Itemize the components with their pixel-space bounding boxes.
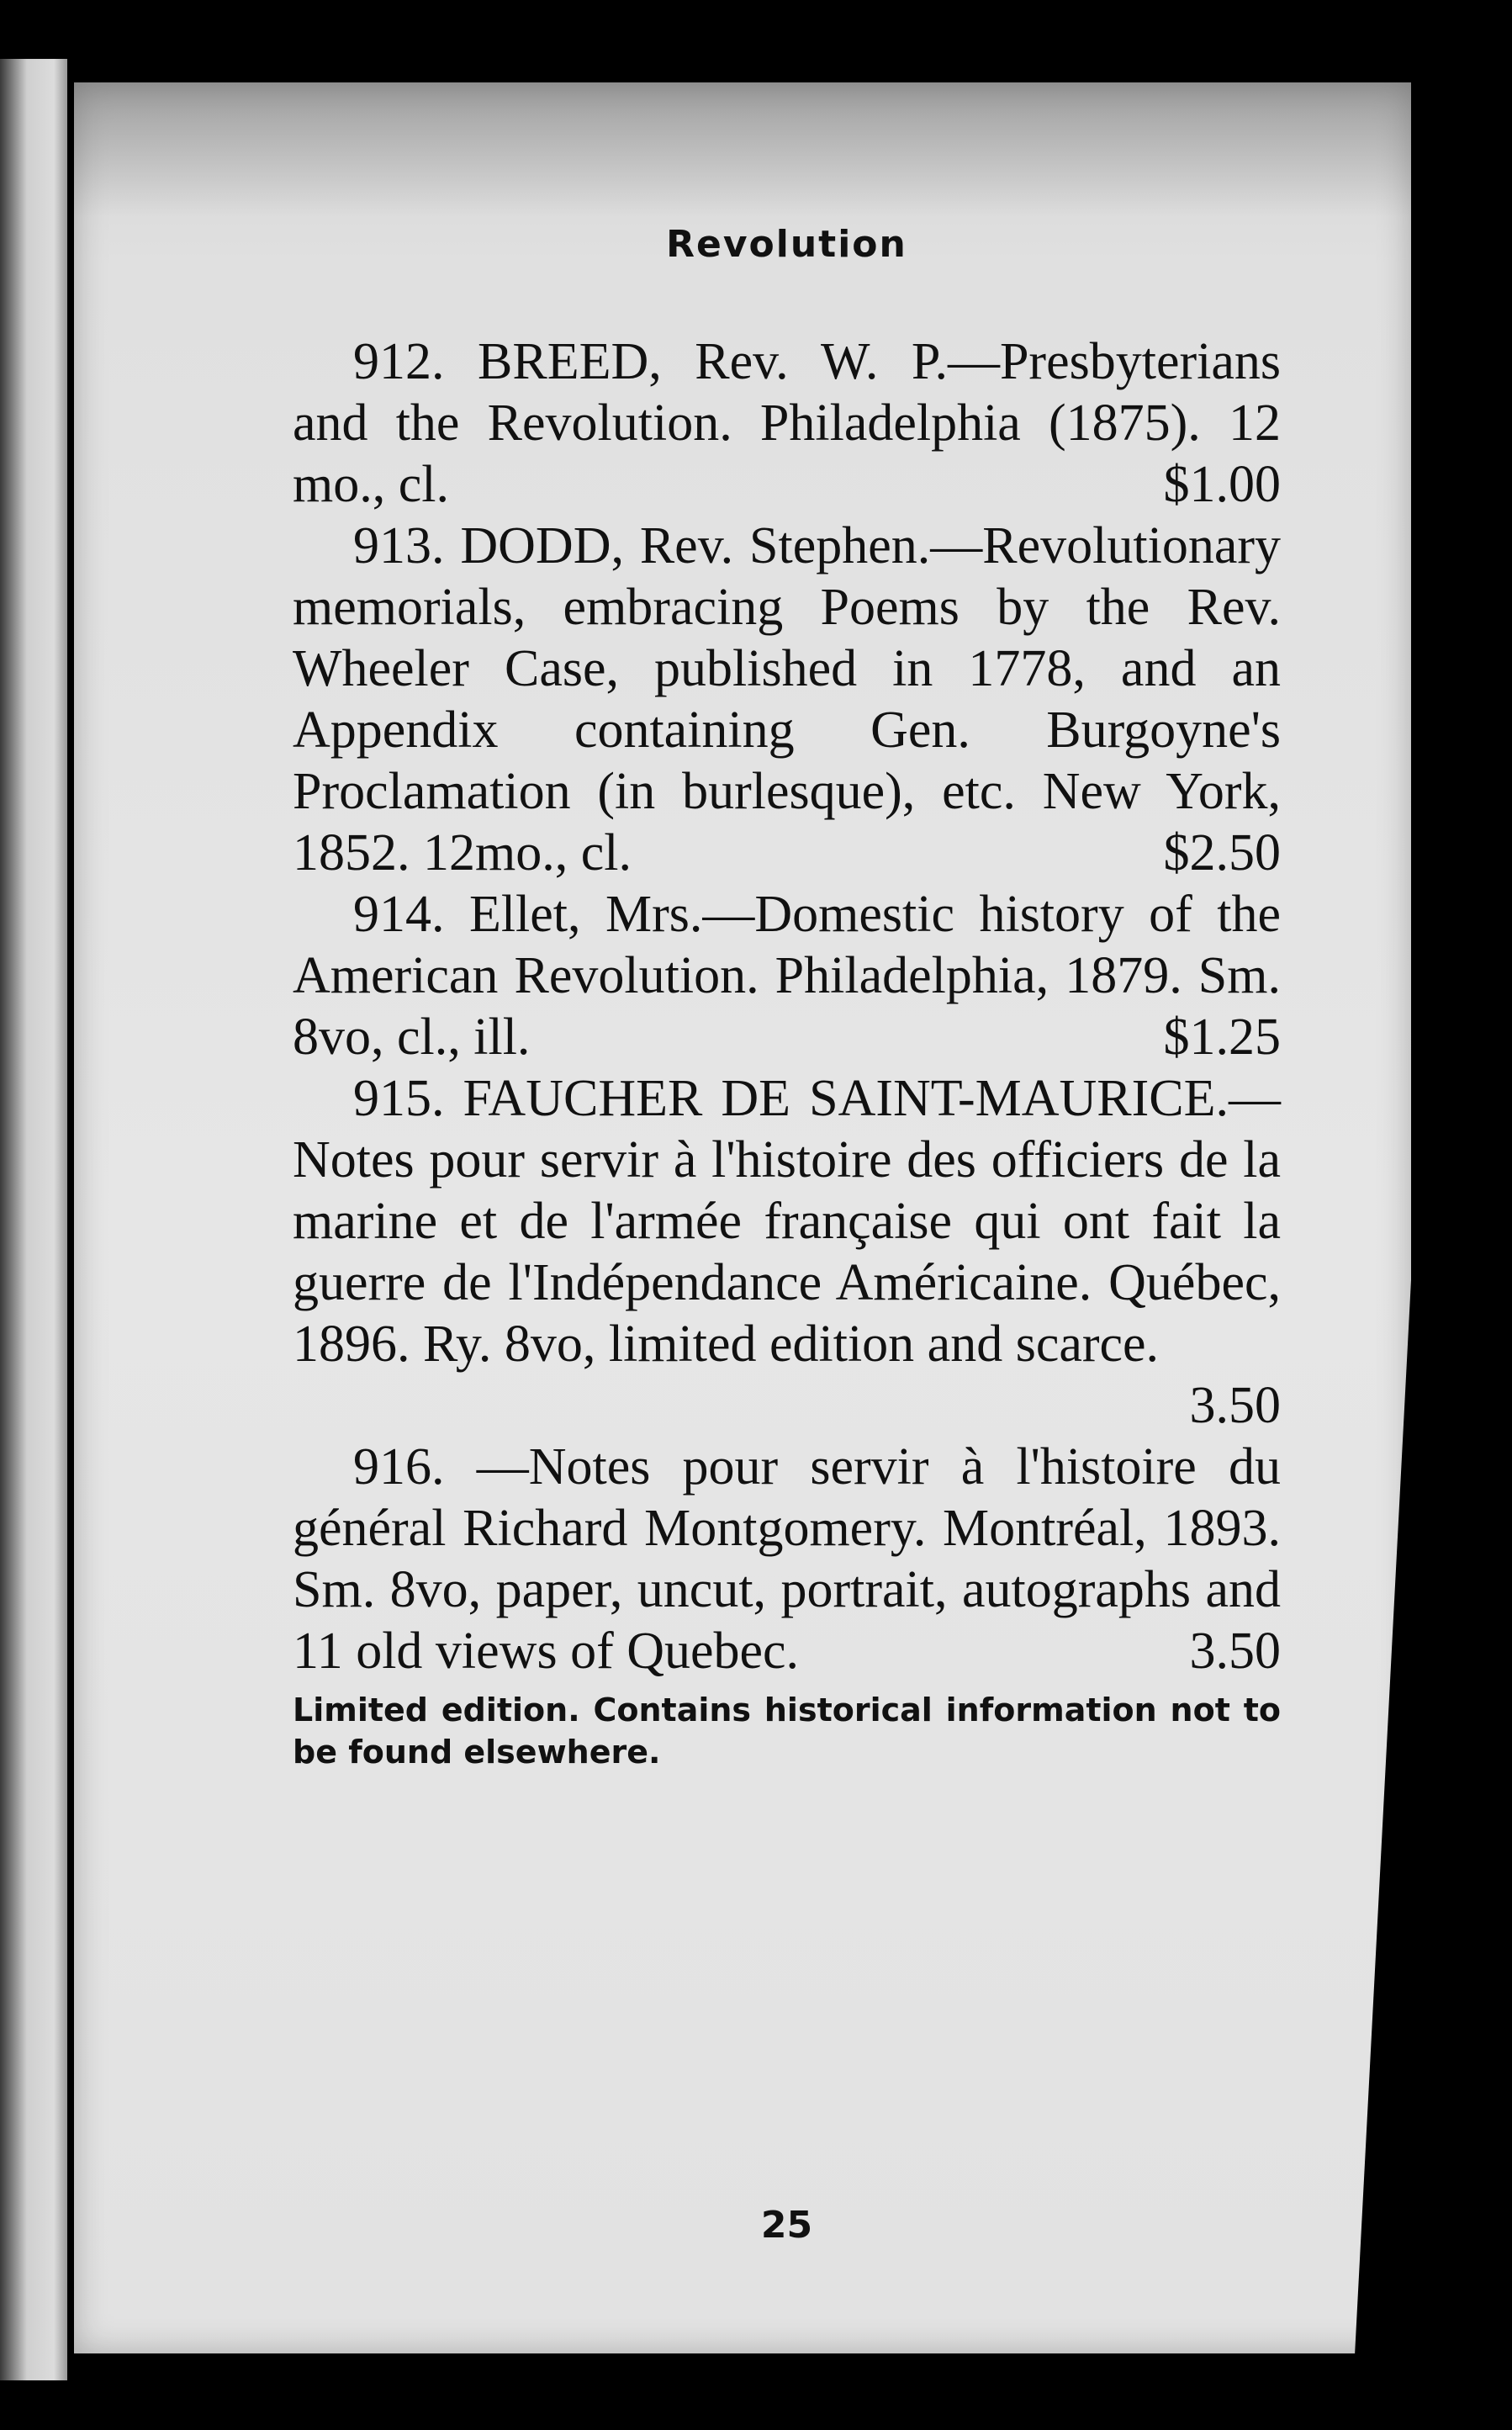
running-head: Revolution [666,223,907,266]
entry-price: 3.50 [1189,1623,1281,1680]
entry-note: Limited edition. Contains historical information not to be found elsewhere. [293,1691,1281,1771]
entry-price: $1.25 [1163,1009,1281,1066]
entry-text: 913. DODD, Rev. Stephen.—Revolutionary memorials, embracing Poems by the Rev. Wheeler Case, published in 1778, and an Appendix containing Gen. Burgoyne's Proclamation (in burlesque), etc. New York, 1852. 12mo., cl. [293,517,1281,881]
catalog-entry-912 [293,331,1281,516]
entry-text: 914. Ellet, Mrs.—Domestic history of the American Revolution. Philadelphia, 1879. Sm. 8vo, cl., ill. [293,886,1281,1066]
catalog-entry-916 [293,1437,1281,1682]
entry-price: $1.00 [1163,456,1281,513]
book-left-edge [0,59,67,2380]
catalog-entry-914 [293,884,1281,1068]
entry-text: 915. FAUCHER DE SAINT-MAURICE.—Notes pour servir à l'histoire des officiers de la marine et de l'armée française qui ont fait la guerre de l'Indépendance Américaine. Québec, 1896. Ry. 8vo, limited edition and scarce. [293,1070,1281,1373]
entry-text: 916. —Notes pour servir à l'histoire du général Richard Montgomery. Montréal, 1893. Sm. 8vo, paper, uncut, portrait, autographs and 11 old views of Quebec. [293,1438,1281,1680]
top-shadow [74,82,1411,217]
page-content [293,206,1281,2247]
page-number: 25 [760,2204,813,2247]
entry-text: 912. BREED, Rev. W. P.—Presbyterians and the Revolution. Philadelphia (1875). 12 mo., cl. [293,333,1281,513]
entry-price: $2.50 [1163,824,1281,881]
catalog-entry-913 [293,516,1281,884]
catalog-entry-915 [293,1068,1281,1375]
entry-price-915: 3.50 [1189,1377,1281,1434]
